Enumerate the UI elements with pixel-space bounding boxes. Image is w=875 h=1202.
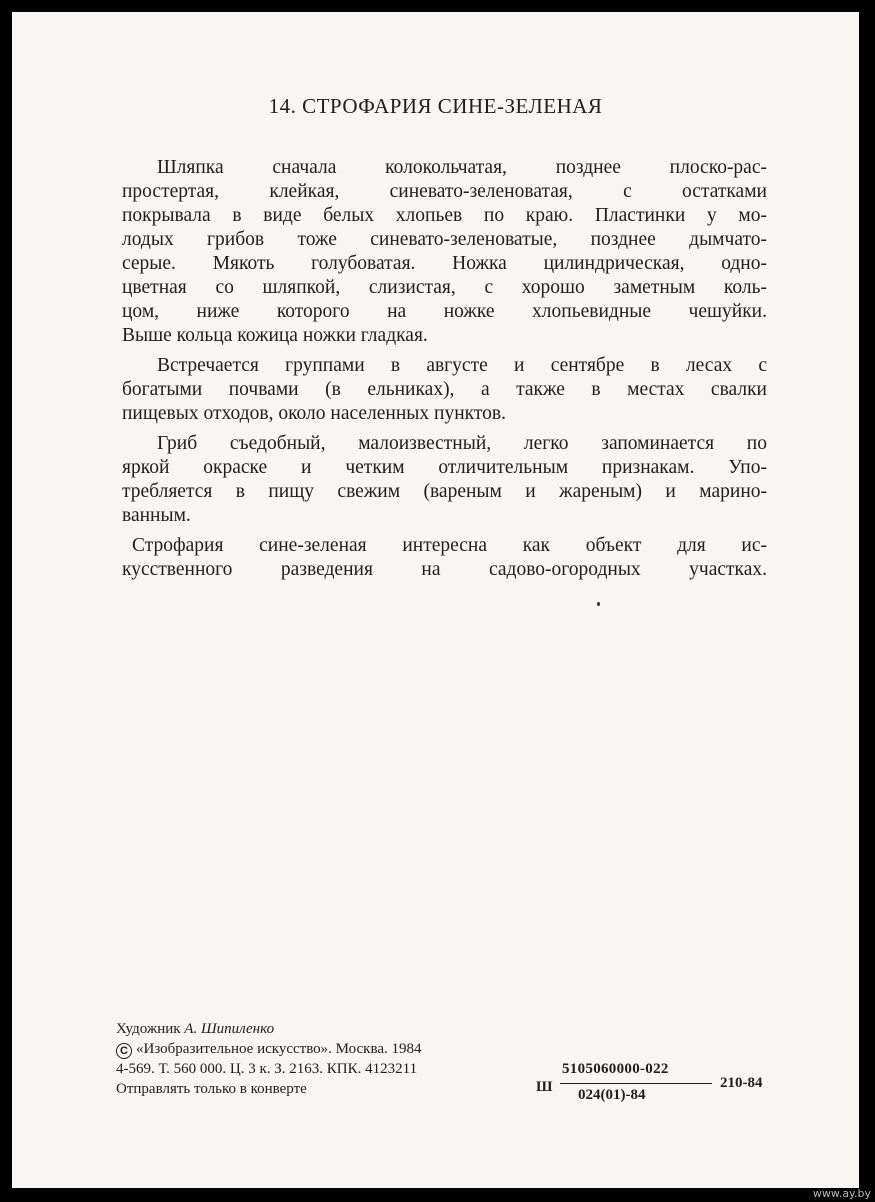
paragraph-line: простертая, клейкая, синевато-зеленоватая, с остатками bbox=[122, 181, 767, 202]
paragraph-line: требляется в пищу свежим (вареным и жареным) и марино- bbox=[122, 481, 767, 502]
paragraph-line: лодых грибов тоже синевато-зеленоватые, позднее дымчато- bbox=[122, 229, 767, 250]
paragraph-line: яркой окраске и четким отличительным признакам. Упо- bbox=[122, 457, 767, 478]
paragraph-line: Строфария сине-зеленая интересна как объект для ис- bbox=[132, 535, 767, 556]
paragraph-line: покрывала в виде белых хлопьев по краю. Пластинки у мо- bbox=[122, 205, 767, 226]
paper-speck bbox=[597, 602, 600, 606]
code-numerator: 5105060000-022 bbox=[562, 1061, 669, 1077]
paragraph-line: Встречается группами в августе и сентябре в лесах с bbox=[157, 355, 767, 376]
paragraph-line: цом, ниже которого на ножке хлопьевидные чешуйки. bbox=[122, 301, 767, 322]
paragraph-line: Выше кольца кожица ножки гладкая. bbox=[122, 325, 428, 346]
publisher-text: «Изобразительное искусство». Москва. 1984 bbox=[136, 1041, 422, 1057]
paragraph-line: цветная со шляпкой, слизистая, с хорошо заметным коль- bbox=[122, 277, 767, 298]
paragraph-line: пищевых отходов, около населенных пунктов. bbox=[122, 403, 506, 424]
paragraph-line: Шляпка сначала колокольчатая, позднее плоско-рас- bbox=[157, 157, 767, 178]
paragraph-line: Гриб съедобный, малоизвестный, легко запоминается по bbox=[157, 433, 767, 454]
page-title: 14. СТРОФАРИЯ СИНЕ-ЗЕЛЕНАЯ bbox=[268, 94, 603, 118]
mailing-note: Отправлять только в конверте bbox=[116, 1081, 307, 1097]
artist-name: А. Шипиленко bbox=[184, 1021, 275, 1037]
code-fraction-bar bbox=[560, 1083, 712, 1084]
code-denominator: 024(01)-84 bbox=[578, 1087, 646, 1103]
code-letter: Ш bbox=[536, 1079, 553, 1095]
artist-label: Художник bbox=[116, 1021, 181, 1037]
publisher-line bbox=[116, 1040, 422, 1059]
paragraph-line: богатыми почвами (в ельниках), а также в местах свалки bbox=[122, 379, 767, 400]
code-suffix: 210-84 bbox=[720, 1075, 763, 1091]
paragraph-line: серые. Мякоть голубоватая. Ножка цилиндрическая, одно- bbox=[122, 253, 767, 274]
copyright-icon: C bbox=[116, 1043, 132, 1059]
paragraph-line: кусственного разведения на садово-огородных участках. bbox=[122, 559, 767, 580]
paragraph-line: ванным. bbox=[122, 505, 191, 526]
postcard-back bbox=[12, 12, 859, 1188]
site-watermark: www.ay.by bbox=[812, 1187, 871, 1200]
artist-credit bbox=[116, 1020, 274, 1038]
print-info: 4-569. Т. 560 000. Ц. 3 к. З. 2163. КПК. 4123211 bbox=[116, 1061, 418, 1077]
